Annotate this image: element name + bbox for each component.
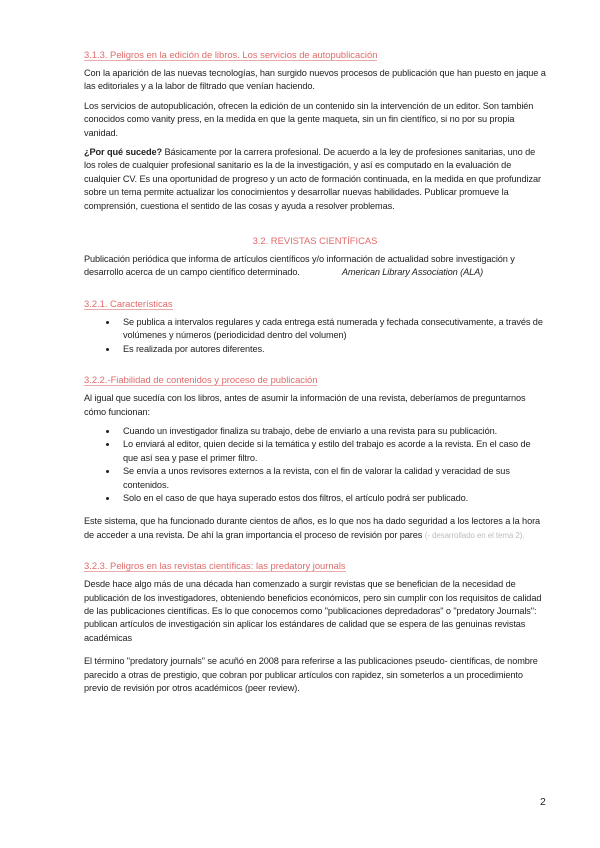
heading-3-2-2: 3.2.2.-Fiabilidad de contenidos y proceso de publicación bbox=[84, 374, 318, 386]
page-number: 2 bbox=[540, 796, 546, 808]
paragraph-predatory-term: El término "predatory journals" se acuñó en 2008 para referirse a las publicaciones pseudo- científicas, de nombre parecido a otras de prestigio, que cobran por publicar artículos con rapidez, sin someterlos a un procedimiento previo de revisión por otros académicos (peer review). bbox=[84, 656, 538, 693]
list-item: • Cuando un investigador finaliza su trabajo, debe de enviarlo a una revista para su publicación. bbox=[118, 425, 546, 438]
heading-3-2-3: 3.2.3. Peligros en las revistas científicas: las predatory journals bbox=[84, 560, 346, 572]
paragraph-self-publishing: Los servicios de autopublicación, ofrecen la edición de un contenido sin la intervención de un editor. Son también conocidos como vanity press, en la medida en que la gente maqueta, sin un fin científico, si no por su propia vanidad. bbox=[84, 100, 534, 138]
list-item: • Se publica a intervalos regulares y cada entrega está numerada y fechada consecutivamente, a través de volúmenes y números (periodicidad dentro del volumen) bbox=[118, 316, 546, 343]
paragraph-peer-review-system bbox=[84, 515, 546, 542]
heading-3-2: 3.2. REVISTAS CIENTÍFICAS bbox=[252, 235, 378, 247]
page-content bbox=[84, 49, 546, 701]
peer-review-text: Este sistema, que ha funcionado durante cientos de años, es lo que nos ha dado seguridad a los lectores a la hora de acceder a una revista. De ahí la gran importancia el proceso de revisión por pares bbox=[84, 516, 541, 540]
definition-citation: American Library Association (ALA) bbox=[341, 267, 484, 278]
peer-review-note: (- desarrollado en el tema 2). bbox=[424, 530, 525, 540]
publication-process-list bbox=[84, 425, 546, 505]
paragraph-why-it-happens bbox=[84, 146, 546, 213]
list-item: • Lo enviará al editor, quien decide si la temática y estilo del trabajo es acorde a la revista. En el caso de que así sea y pase el primer filtro. bbox=[118, 438, 546, 465]
why-text: Básicamente por la carrera profesional. De acuerdo a la ley de profesiones sanitarias, uno de los roles de cualquier profesional sanitario es la de la investigación, y así es computado en la evaluación de cualquier CV. Es una oportunidad de progreso y un acto de formación continuada, en la medida en que profundizar sobre un tema permite actualizar los conocimientos y desarrollar nuevas habilidades. Publicar promueve la comprensión, cuestiona el sentido de las cosas y ayuda a resolver problemas. bbox=[84, 147, 541, 211]
paragraph-reliability-intro: Al igual que sucedía con los libros, antes de asumir la información de una revista, deberíamos de preguntarnos cómo funcionan: bbox=[84, 393, 526, 417]
paragraph-new-technologies: Con la aparición de las nuevas tecnologías, han surgido nuevos procesos de publicación que han puesto en jaque a las editoriales y a la labor de filtrado que venían haciendo. bbox=[84, 68, 546, 92]
characteristics-list bbox=[84, 316, 546, 356]
list-item: • Solo en el caso de que haya superado estos dos filtros, el artículo podrá ser publicado. bbox=[118, 492, 546, 505]
definition-text: Publicación periódica que informa de artículos científicos y/o información de actualidad sobre investigación y desarrollo acerca de un campo científico determinado. bbox=[84, 254, 515, 278]
list-item: • Es realizada por autores diferentes. bbox=[118, 343, 546, 356]
paragraph-predatory-journals: Desde hace algo más de una década han comenzado a surgir revistas que se benefician de la necesidad de publicación de los investigadores, obteniendo beneficios económicos, pero sin cumplir con los requisitos de calidad de las publicaciones científicas. Es lo que conocemos como "publicaciones depredadoras" o "predatory Journals": publican artículos de investigación sin aplicar los estándares de calidad que se espera de las genuinas revistas académicas bbox=[84, 579, 542, 643]
heading-3-2-1: 3.2.1. Características bbox=[84, 297, 173, 309]
heading-3-1-3: 3.1.3. Peligros en la edición de libros. Los servicios de autopublicación bbox=[84, 49, 378, 60]
paragraph-journal-definition bbox=[84, 253, 546, 280]
list-item: • Se envía a unos revisores externos a la revista, con el fin de valorar la calidad y veracidad de sus contenidos. bbox=[118, 465, 546, 492]
why-label: ¿Por qué sucede? bbox=[84, 147, 163, 158]
